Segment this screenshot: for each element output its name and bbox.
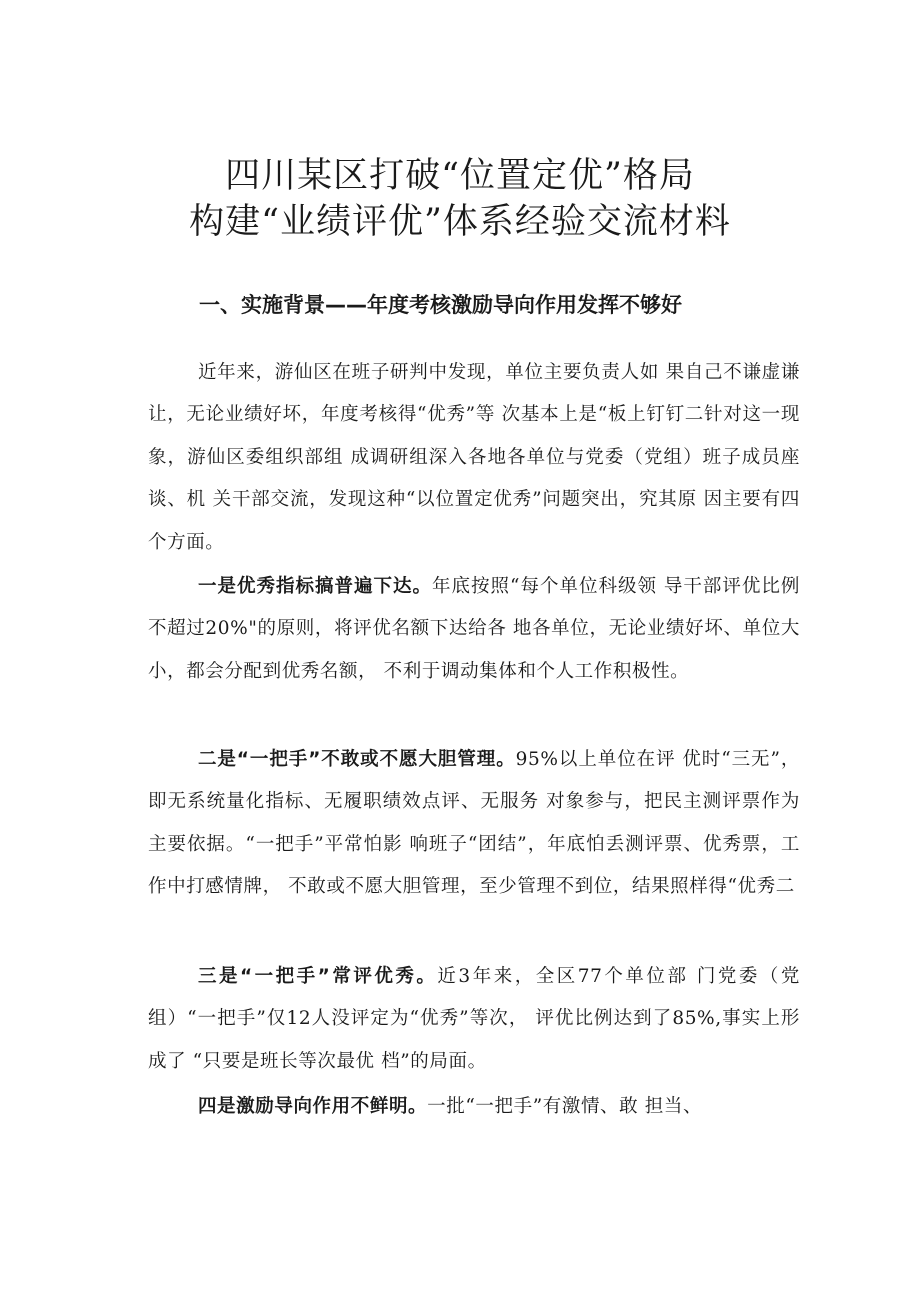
point-text-3: 近3年来，全区77个单位部 门党委（党组）“一把手”仅12人没评定为“优秀”等次， 评优比例达到了85%,事实上形成了 “只要是班长等次最优 档”的局面。 [148, 965, 800, 1072]
point-lead-1: 一是优秀指标搞普遍下达。 [197, 575, 432, 597]
point-lead-3: 三是“一把手”常评优秀。 [197, 965, 438, 987]
section-heading: 一、实施背景——年度考核激励导向作用发挥不够好 [199, 293, 682, 317]
point-lead-4: 四是激励导向作用不鲜明。 [197, 1095, 428, 1117]
point-paragraph-1 [148, 566, 800, 694]
point-text-2: 95%以上单位在评 优时“三无”，即无系统量化指标、无履职绩效点评、无服务 对象参与，把民主测评票作为主要依据。“一把手”平常怕影 响班子“团结”，年底怕丢测评票、优秀票，工作中打感情牌， 不敢或不愿大胆管理，至少管理不到位，结果照样得“优秀二 [148, 748, 800, 897]
point-text-1: 年底按照“每个单位科级领 导干部评优比例不超过20%"的原则，将评优名额下达给各 地各单位，无论业绩好坏、单位大小，都会分配到优秀名额， 不利于调动集体和个人工作积极性。 [148, 575, 800, 682]
point-paragraph-3 [148, 956, 800, 1084]
point-text-4: 一批“一把手”有激情、敢 担当、 [427, 1095, 703, 1117]
point-paragraph-4 [148, 1086, 800, 1129]
point-paragraph-2 [148, 739, 800, 909]
title-line-2: 构建“业绩评优”体系经验交流材料 [189, 202, 731, 242]
intro-paragraph: 近年来，游仙区在班子研判中发现，单位主要负责人如 果自己不谦虚谦让，无论业绩好坏，年度考核得“优秀”等 次基本上是“板上钉钉二针对这一现象，游仙区委组织部组 成调研组深入各地各单位与党委（党组）班子成员座谈、机 关干部交流，发现这种“以位置定优秀”问题突出，究其原 因主要有四个方面。 [148, 361, 800, 553]
title-line-1: 四川某区打破“位置定优”格局 [225, 156, 695, 196]
point-lead-2: 二是“一把手”不敢或不愿大胆管理。 [197, 748, 516, 770]
